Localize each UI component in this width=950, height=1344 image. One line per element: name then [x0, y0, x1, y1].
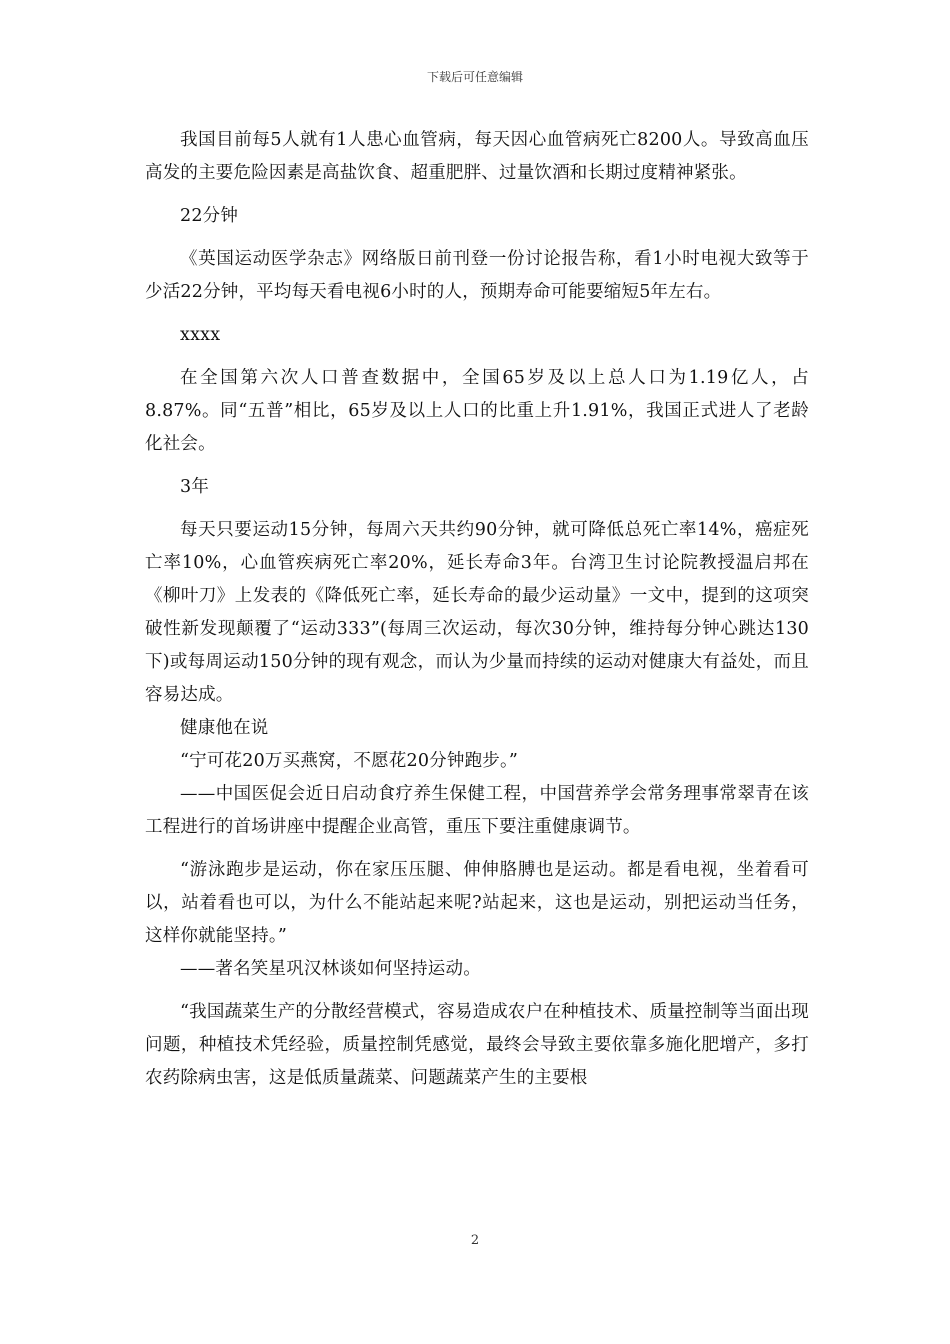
- heading-health-quotes: 健康他在说: [180, 718, 269, 738]
- attribution-gong-hanlin: ——著名笑星巩汉林谈如何坚持运动。: [180, 959, 481, 979]
- quote-birds-nest: “宁可花20万买燕窝，不愿花20分钟跑步。”: [180, 751, 519, 771]
- paragraph-census-aging: 在全国第六次人口普查数据中，全国65岁及以上总人口为1.19亿人，占8.87%。同“五普”相比，65岁及以上人口的比重上升1.91%，我国正式进人了老龄化社会。: [145, 368, 809, 454]
- heading-22-minutes: 22分钟: [180, 206, 239, 226]
- page-header: 下载后可任意编辑: [426, 70, 523, 84]
- quote-swimming-running: “游泳跑步是运动，你在家压压腿、伸伸胳膊也是运动。都是看电视，坐着看可以，站着看也可以，为什么不能站起来呢?站起来，这也是运动，别把运动当任务，这样你就能坚持。”: [145, 860, 809, 946]
- heading-3-years: 3年: [180, 477, 210, 497]
- paragraph-tv-lifespan: 《英国运动医学杂志》网络版日前刊登一份讨论报告称，看1小时电视大致等于少活22分钟，平均每天看电视6小时的人，预期寿命可能要缩短5年左右。: [145, 249, 809, 302]
- paragraph-exercise-study: 每天只要运动15分钟，每周六天共约90分钟，就可降低总死亡率14%，癌症死亡率10%，心血管疾病死亡率20%，延长寿命3年。台湾卫生讨论院教授温启邦在《柳叶刀》上发表的《降低死亡率，延长寿命的最少运动量》一文中，提到的这项突破性新发现颠覆了“运动333”(每周三次运动，每次30分钟，维持每分钟心跳达130下)或每周运动150分钟的现有观念，而认为少量而持续的运动对健康大有益处，而且容易达成。: [145, 520, 809, 705]
- heading-xxxx: xxxx: [180, 325, 221, 345]
- page-number: 2: [470, 1233, 480, 1248]
- attribution-nutrition-society: ——中国医促会近日启动食疗养生保健工程，中国营养学会常务理事常翠青在该工程进行的首场讲座中提醒企业高管，重压下要注重健康调节。: [145, 784, 809, 837]
- document-body: [145, 124, 809, 1095]
- paragraph-cardio-stats: 我国目前每5人就有1人患心血管病，每天因心血管病死亡8200人。导致高血压高发的主要危险因素是高盐饮食、超重肥胖、过量饮酒和长期过度精神紧张。: [145, 130, 809, 183]
- quote-vegetable-production: “我国蔬菜生产的分散经营模式，容易造成农户在种植技术、质量控制等当面出现问题，种植技术凭经验，质量控制凭感觉，最终会导致主要依靠多施化肥增产，多打农药除病虫害，这是低质量蔬菜、问题蔬菜产生的主要根: [145, 1002, 809, 1088]
